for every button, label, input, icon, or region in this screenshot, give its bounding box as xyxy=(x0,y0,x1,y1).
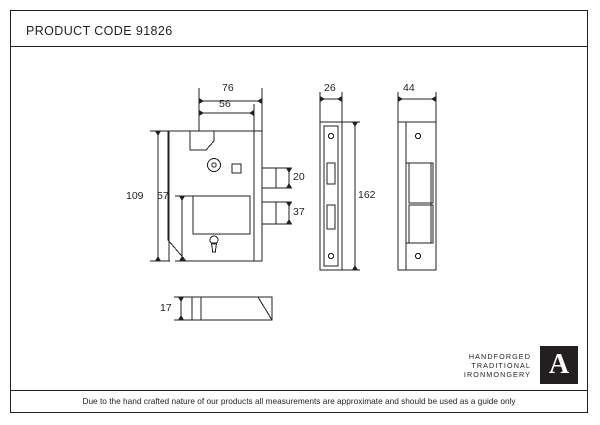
brand-logo xyxy=(464,346,578,384)
dim-arrow xyxy=(178,315,184,320)
page-title: PRODUCT CODE 91826 xyxy=(26,24,173,38)
dimension-label-lower-height: 57 xyxy=(157,190,169,202)
dim-arrow xyxy=(431,96,436,102)
dim-arrow xyxy=(320,96,325,102)
dim-arrow xyxy=(155,256,161,261)
dim-arrow xyxy=(179,196,185,201)
dimension-label-forend-height: 162 xyxy=(358,189,376,201)
brand-line-2: TRADITIONAL xyxy=(471,360,531,370)
header-divider xyxy=(11,46,587,47)
dimension-label-latch-offset: 20 xyxy=(293,171,305,183)
brand-line-1: HANDFORGED xyxy=(468,351,531,361)
brand-monogram-icon xyxy=(540,346,578,384)
dim-arrow xyxy=(199,98,204,104)
dimension-label-case-depth: 76 xyxy=(222,82,234,94)
brand-line-3: IRONMONGERY xyxy=(463,369,531,379)
dim-arrow xyxy=(286,183,292,188)
brand-logo-text xyxy=(464,352,531,379)
dimension-label-case-height: 109 xyxy=(126,190,144,202)
dim-arrow xyxy=(352,265,358,270)
dim-arrow xyxy=(179,256,185,261)
dim-arrow xyxy=(352,122,358,127)
dimension-label-bolt-offset: 37 xyxy=(293,206,305,218)
dim-arrow xyxy=(337,96,342,102)
dimension-label-keyplate-width: 17 xyxy=(160,302,172,314)
dim-arrow xyxy=(249,110,254,116)
dim-arrow xyxy=(199,110,204,116)
dim-arrow xyxy=(286,202,292,207)
dim-arrow xyxy=(286,219,292,224)
dim-arrow xyxy=(398,96,403,102)
disclaimer-note: Due to the hand crafted nature of our products all measurements are approximate and should be used as a guide only xyxy=(82,396,516,406)
footer-divider xyxy=(11,390,587,391)
dimension-label-forend-width: 26 xyxy=(324,82,336,94)
dim-arrow xyxy=(286,168,292,173)
dim-arrow xyxy=(178,297,184,302)
dimension-label-strike-width: 44 xyxy=(403,82,415,94)
brand-monogram-letter: A xyxy=(548,349,570,380)
dim-arrow xyxy=(257,98,262,104)
dimension-label-backset: 56 xyxy=(219,98,231,110)
dim-arrow xyxy=(155,131,161,136)
